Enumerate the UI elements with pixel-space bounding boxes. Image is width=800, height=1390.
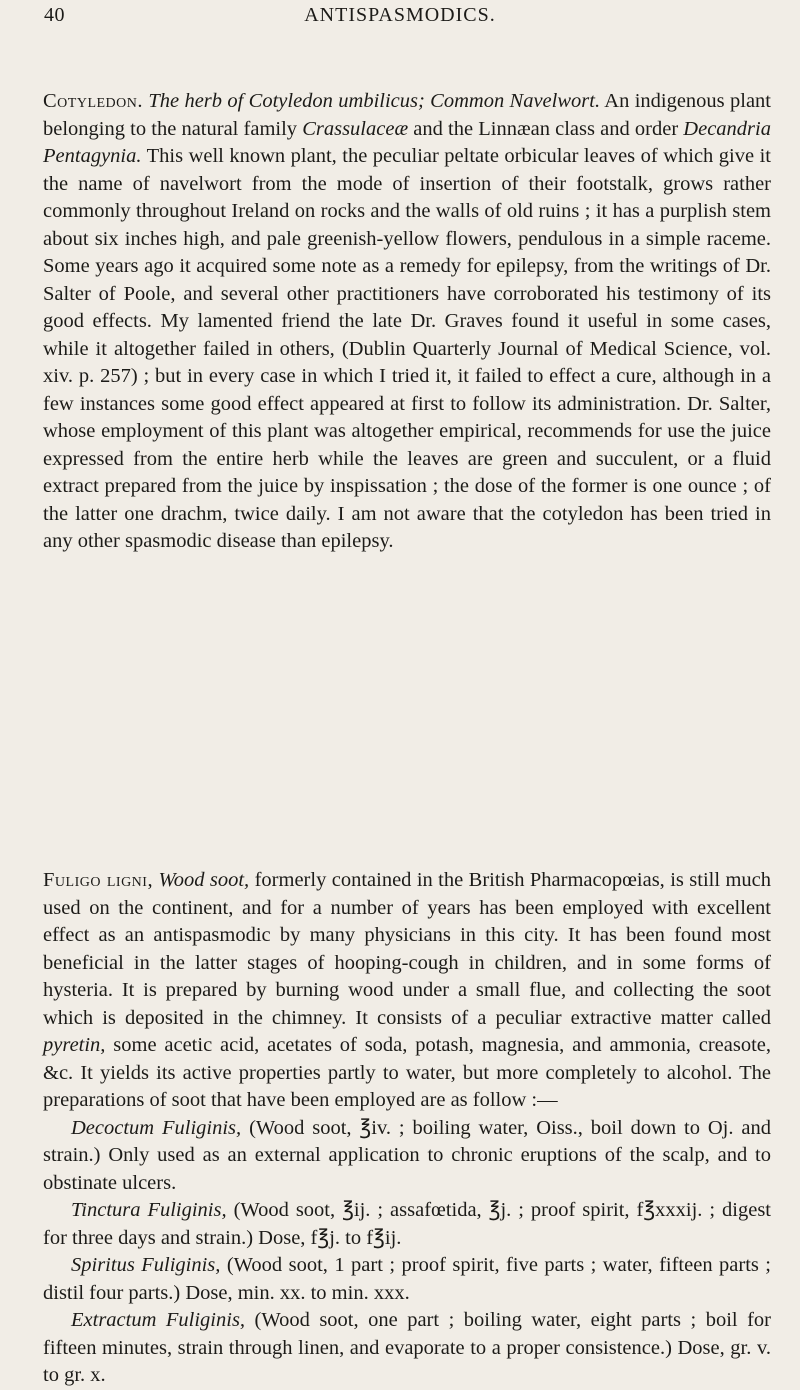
entry-description: The herb of Cotyledon umbilicus; Common Navelwort.: [148, 90, 601, 112]
preparation-text: (Wood soot, ℥iv. ; boiling water, Oiss., boil down to Oj. and strain.) Only used as an external application to chronic eruptions of the scalp, and to obstinate ulcers.: [43, 1116, 771, 1194]
preparation-text: (Wood soot, 1 part ; proof spirit, five parts ; water, fifteen parts ; distil four parts.) Dose, min. xx. to min. xxx.: [43, 1254, 772, 1304]
preparation-name: Spiritus Fuliginis,: [71, 1254, 221, 1276]
preparation-extractum: [43, 1307, 771, 1390]
body-text: and the Linnæan class and order: [413, 117, 679, 140]
preparation-name: Extractum Fuliginis,: [71, 1309, 246, 1331]
preparation-name: Decoctum Fuliginis,: [71, 1116, 242, 1139]
page-number: 40: [44, 4, 65, 26]
entry-common-name: Wood soot,: [158, 869, 250, 891]
preparation-spiritus: [43, 1252, 771, 1307]
preparation-text: (Wood soot, ℥ij. ; assafœtida, ℥j. ; proof spirit, f℥xxxij. ; digest for three days and strain.) Dose, f℥j. to f℥ij.: [43, 1199, 771, 1249]
entry-heading: Cotyledon.: [43, 90, 144, 112]
preparation-name: Tinctura Fuliginis,: [71, 1199, 227, 1221]
family-name: Crassulaceæ: [302, 117, 409, 140]
preparation-tinctura: [43, 1197, 771, 1252]
entry-heading: Fuligo ligni,: [43, 869, 154, 891]
entry-fuligo-ligni: [43, 867, 771, 1390]
preparation-decoctum: [43, 1115, 771, 1198]
entry-cotyledon: [43, 88, 771, 556]
term-pyretin: pyretin,: [43, 1034, 106, 1056]
preparation-text: (Wood soot, one part ; boiling water, eight parts ; boil for fifteen minutes, strain through linen, and evaporate to a proper consistence.) Dose, gr. v. to gr. x.: [43, 1309, 771, 1386]
body-text: An indigenous plant belonging to the natural family: [43, 90, 771, 140]
body-text: This well known plant, the peculiar peltate orbicular leaves of which give it the name of navelwort from the mode of insertion of their footstalk, grows rather commonly throughout Ireland on rocks and the walls of old ruins ; it has a purplish stem about six inches high, and pale greenish-yellow flowers, pendulous in a simple raceme. Some years ago it acquired some note as a remedy for epilepsy, from the writings of Dr. Salter of Poole, and several other practitioners have corroborated his testimony of its good effects. My lamented friend the late Dr. Graves found it useful in some cases, while it altogether failed in others, (Dublin Quarterly Journal of Medical Science, vol. xiv. p. 257) ; but in every case in which I tried it, it failed to effect a cure, although in a few instances some good effect appeared at first to follow its administration. Dr. Salter, whose employment of this plant was altogether empirical, recommends for use the juice expressed from the entire herb while the leaves are green and succulent, or a fluid extract prepared from the juice by inspissation ; the dose of the former is one ounce ; of the latter one drachm, twice daily. I am not aware that the cotyledon has been tried in any other spasmodic disease than epilepsy.: [43, 145, 771, 552]
body-text: formerly contained in the British Pharmacopœias, is still much used on the continent, and for a number of years has been employed with excellent effect as an antispasmodic by many physicians in this city. It has been found most beneficial in the latter stages of hooping-cough in children, and in some forms of hysteria. It is prepared by burning wood under a small flue, and collecting the soot which is deposited in the chimney. It consists of a peculiar extractive matter called: [43, 869, 772, 1029]
body-text: some acetic acid, acetates of soda, potash, magnesia, and ammonia, creasote, &c. It yields its active properties partly to water, but more completely to alcohol. The preparations of soot that have been employed are as follow :—: [43, 1034, 772, 1111]
running-title: ANTISPASMODICS.: [304, 4, 496, 26]
running-head: [44, 2, 756, 32]
cotyledon-paragraph: [43, 88, 771, 556]
class-order-name: Decandria Pentagynia.: [43, 117, 771, 167]
fuligo-paragraph: [43, 867, 771, 1115]
